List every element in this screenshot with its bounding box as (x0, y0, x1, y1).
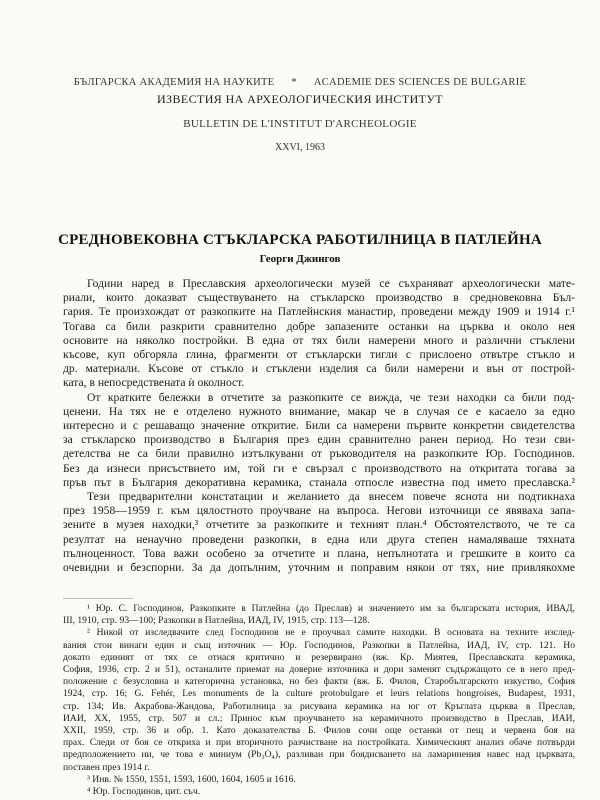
article-title: СРЕДНОВЕКОВНА СТЪКЛАРСКА РАБОТИЛНИЦА В ПАТЛЕЙНА (58, 232, 542, 248)
footnote-line: XXII, 1959, стр. 36 и обр. 1. Като доказателства Б. Филов сочи още останки от пещ и червена боя на (63, 725, 575, 737)
footnote-line: ² Никой от изследвачите след Господинов не е проучвал самите находки. В основата на техните изслед- (87, 627, 575, 639)
article-body (63, 277, 575, 575)
academy-name-fr: ACADEMIE DES SCIENCES DE BULGARIE (313, 77, 527, 88)
article-author: Георги Джингов (259, 253, 341, 265)
footnote-line: ³ Инв. № 1550, 1551, 1593, 1600, 1604, 1605 и 1616. (87, 773, 296, 785)
volume-year: XXVI, 1963 (275, 142, 325, 153)
body-line: гария. Те произхождат от разкопките на Патлейнския манастир, проведени между 1909 и 1914 г.¹ (63, 305, 575, 319)
body-line: късове, куп обгоряла глина, фрагменти от стъкларски тигли с прислоено отвътре стъкло и (63, 348, 575, 362)
body-line: Без да изнеси присъствието им, той ги е свързал с производството на откритата тогава за (63, 461, 575, 475)
body-line: риали, които доказват съществуването на стъкларско производство в средновековна Бъл- (63, 291, 575, 305)
footnote-line: положение с безусловна и категорична установка, но без факти (вж. Б. Филов, Старобългарското изкуство, София (63, 676, 575, 688)
footnote-line: поставен през 1914 г. (63, 761, 150, 773)
journal-title-fr: BULLETIN DE L'INSTITUT D'ARCHEOLOGIE (183, 118, 417, 130)
academy-name-bg: БЪЛГАРСКА АКАДЕМИЯ НА НАУКИТЕ (73, 77, 275, 88)
footnote-line: III, 1910, стр. 93—100; Разкопки в Патлейна, ИАД, IV, 1915, стр. 113—128. (63, 615, 370, 627)
body-line: Години наред в Преславския археологически музей се съхраняват археологически мате- (87, 277, 575, 290)
body-line: детелства не са били правилно изтълкувани от ръководителя на разкопките Юр. Господинов. (63, 447, 575, 461)
footnote-line: 1924, стр. 16; G. Fehér, Les monuments de la culture protobulgare et leurs relations hongroises, Budapest, 1931, (63, 688, 575, 700)
academy-header (0, 77, 600, 88)
body-line: ценени. На тях не е отделено нужното внимание, макар че в случая се е касаело за едно (63, 404, 575, 418)
journal-title-bg: ИЗВЕСТИЯ НА АРХЕОЛОГИЧЕСКИЯ ИНСТИТУТ (156, 92, 443, 106)
body-line: интересно и с решаващо значение откритие. Били са намерени първите конкретни свидетелства (63, 419, 575, 433)
body-line: основите на няколко постройки. В една от тях били намерени много и различни стъклени (63, 333, 575, 347)
body-line: за стъкларско производство в България през един сравнително ранен период. Но тези сви- (63, 433, 575, 447)
body-line: Тогава са били разкрити сравнително добре запазените останки на църква и около нея (63, 319, 575, 333)
footnote-line: прах. Следи от боя се откриха и при вторичното разчистване на постройката. Химическият анализ обаче потвърди (63, 737, 575, 749)
separator-star: * (291, 77, 297, 88)
body-line: зените в музея находки,³ отчетите за разкопките и техният план.⁴ Обстоятелството, че те са (63, 518, 575, 532)
footnote-line: ⁴ Юр. Господинов, цит. съч. (87, 786, 201, 798)
footnote-line: докато единият от тях се отнася критично и резервирано (вж. Кр. Миятев, Преславската керамика, (63, 651, 575, 663)
footnote-line: предположението ни, че това е миниум (Pb₃O₄), разливан при боядисването на ламаринения навес над църквата, (63, 749, 575, 761)
body-line: през 1958—1959 г. към цялостното проучване на въпроса. Негови източници се явяваха запа- (63, 504, 575, 518)
footnote-separator (63, 598, 133, 599)
footnote-line: ИАИ, XX, 1955, стр. 507 и сл.; Принос към проучването на керамичното производство в Преслав, ИАИ, (63, 712, 575, 724)
footnote-line: ¹ Юр. С. Господинов, Разкопките в Патлейна (до Преслав) и значението им за българската история, ИВАД, (87, 603, 575, 614)
body-line: очевидни и безспорни. За да допълним, уточним и поправим някои от тях, ние привлякохме (63, 561, 575, 575)
body-line: др. материали. Късове от стъкло и стъклени изделия са били намерени и вън от построй- (63, 362, 575, 376)
body-line: пръв път в България декоративна керамика, станала отпосле известна под името преславска.² (63, 475, 575, 489)
body-line: Тези предварителни констатации и желанието да внесем повече яснота ни подтикнаха (87, 490, 575, 504)
footnotes (63, 603, 575, 798)
body-line: резултат на ненаучно проведени разкопки, в една или друга степен намаляваше тяхната (63, 532, 575, 546)
footnote-line: стр. 134; Ив. Акрабова-Жандова, Работилница за рисувана керамика на юг от Кръглата църква в Преслав, (63, 700, 575, 712)
body-line: ката, в непосредствената ѝ околност. (63, 376, 245, 390)
body-line: пълноценност. Това важи особено за отчетите и плана, непълнотата и грешките в които са (63, 546, 575, 560)
footnote-line: вания стои винаги един и същ източник — Юр. Господинов, Разкопки в Патлейна, ИАД, IV, стр. 121. Но (63, 639, 575, 651)
body-line: От кратките бележки в отчетите за разкопките се вижда, че тези находки са били под- (87, 390, 575, 404)
footnote-line: София, 1936, стр. 2 и 51), останалите приемат на доверие източника и дори заменят съдържащото се в него пред- (63, 664, 575, 676)
